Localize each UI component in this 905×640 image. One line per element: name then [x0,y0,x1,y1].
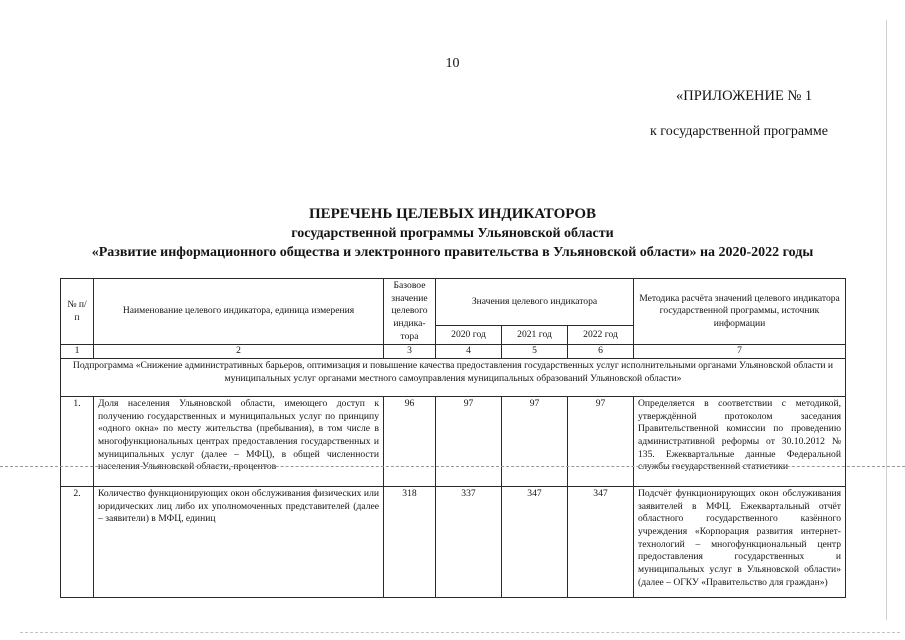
value-2022: 347 [568,486,634,597]
header-values: Значения целевого индикатора [436,279,634,326]
appendix-subtitle: к государственной программе [650,124,828,139]
page-number: 10 [445,56,460,71]
program-name: «Развитие информационного общества и электронного правительства в Ульяновской области» на 2020-2022 годы [91,245,814,260]
header-year-2020: 2020 год [436,326,502,345]
header-method: Методика расчёта значений целевого индикатора государственной программы, источник информации [634,279,846,345]
column-number: 2 [94,345,384,359]
value-2020: 97 [436,396,502,486]
column-number: 3 [384,345,436,359]
header-year-2022: 2022 год [568,326,634,345]
subprogram-heading: Подпрограмма «Снижение административных барьеров, оптимизация и повышение качества предоставления государственных услуг исполнительными органами Ульяновской области и муниципальных услуг органами местного самоуправления муниципальных образований Ульяновской области» [61,358,846,396]
base-value: 318 [384,486,436,597]
header-name: Наименование целевого индикатора, единица измерения [94,279,384,345]
calculation-method: Определяется в соответствии с методикой, утверждённой протоколом заседания Правительственной комиссии по проведению административной реформы от 30.10.2012 № 135. Ежеквартальные данные Федеральной службы государственной статистики [634,396,846,486]
base-value: 96 [384,396,436,486]
calculation-method: Подсчёт функционирующих окон обслуживания заявителей в МФЦ. Ежеквартальный отчёт областного государственного казённого учреждения «Корпорация развития интернет-технологий – многофункциональный центр предоставления государственных и муниципальных услуг в Ульяновской области» (далее – ОГКУ «Правительство для граждан») [634,486,846,597]
column-number: 6 [568,345,634,359]
value-2021: 347 [502,486,568,597]
value-2022: 97 [568,396,634,486]
header-num: № п/п [61,279,94,345]
scan-bottom-line [20,632,900,633]
row-number: 1. [61,396,94,486]
indicator-name: Доля населения Ульяновской области, имеющего доступ к получению государственных и муниципальных услуг по принципу «одного окна» по месту жительства (пребывания), в том числе в многофункциональных центрах предоставления государственных и муниципальных услуг (далее – МФЦ), в общей численности населения Ульяновской области, процентов [94,396,384,486]
document-subtitle: государственной программы Ульяновской области [291,226,614,241]
value-2021: 97 [502,396,568,486]
column-number: 7 [634,345,846,359]
column-number: 4 [436,345,502,359]
column-number: 5 [502,345,568,359]
document-title: ПЕРЕЧЕНЬ ЦЕЛЕВЫХ ИНДИКАТОРОВ [308,206,597,222]
header-base: Базовое значение целевого индика-тора [384,279,436,345]
value-2020: 337 [436,486,502,597]
indicator-name: Количество функционирующих окон обслуживания физических или юридических лиц либо их уполномоченных представителей (далее – заявители) в МФЦ, единиц [94,486,384,597]
column-number: 1 [61,345,94,359]
table-row [61,396,846,486]
table-row [61,486,846,597]
scan-right-edge [886,20,887,620]
row-number: 2. [61,486,94,597]
header-year-2021: 2021 год [502,326,568,345]
appendix-label: «ПРИЛОЖЕНИЕ № 1 [676,88,813,104]
indicators-table [60,278,846,598]
scan-fold-line [0,466,905,467]
